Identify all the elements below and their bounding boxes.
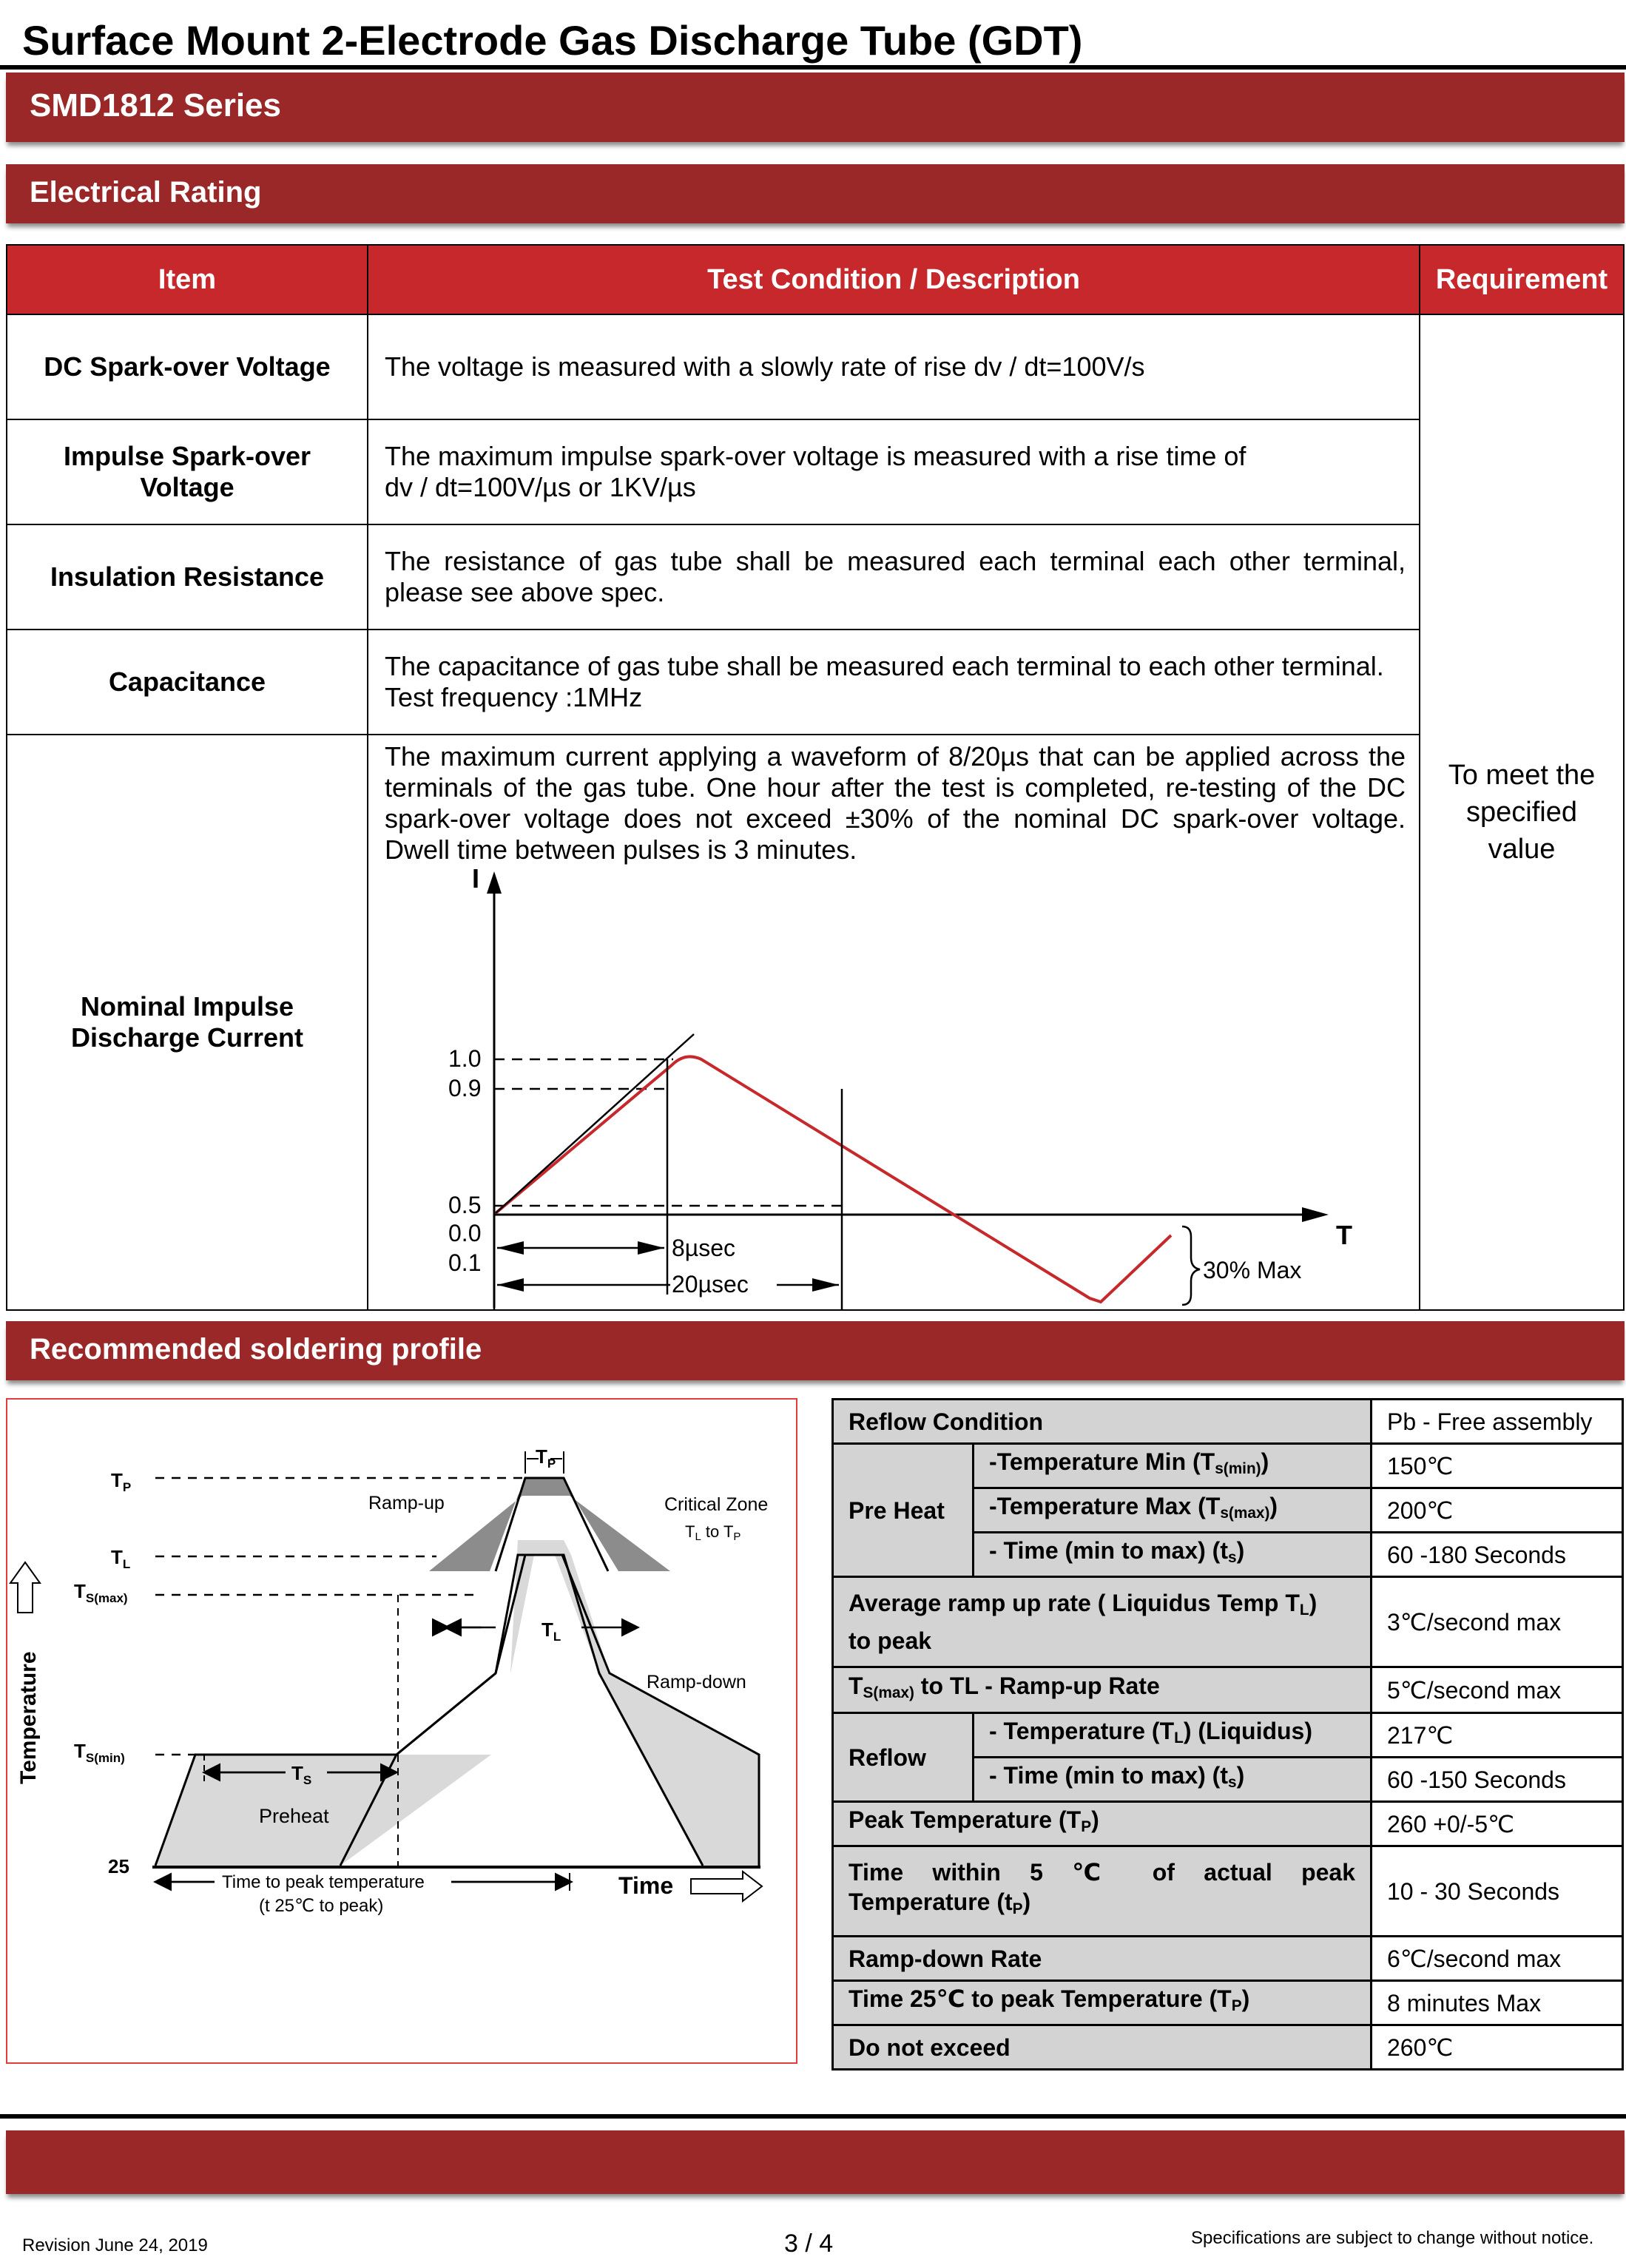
label-20usec: 20µsec bbox=[672, 1271, 749, 1297]
reflow-time-label: - Time (min to max) $(t_s)$ bbox=[974, 1758, 1372, 1802]
label-ramp-up: Ramp-up bbox=[368, 1493, 445, 1513]
pb-free-header: Pb - Free assembly bbox=[1372, 1400, 1623, 1444]
footer-notice: Specifications are subject to change without notice. bbox=[1191, 2228, 1594, 2248]
label-tp-top: $T_P$ bbox=[536, 1445, 556, 1471]
time-within-label: Time within 5 ℃ of actual peak Temperature $(t_P)$ bbox=[833, 1846, 1372, 1937]
ts-to-tl-value: 5℃/second max bbox=[1372, 1667, 1623, 1713]
row-desc-capacitance bbox=[368, 630, 1420, 735]
ts-to-tl-text: to TL - Ramp-up Rate bbox=[920, 1673, 1160, 1700]
row-item-nominal-impulse bbox=[7, 735, 368, 1310]
label-tsmax: $T_{S(max)}$ bbox=[74, 1580, 128, 1605]
label-time-to-peak: Time to peak temperature bbox=[222, 1872, 425, 1892]
avg-ramp-text: Average ramp up rate ( Liquidus Temp T bbox=[849, 1590, 1300, 1617]
column-header-item: Item bbox=[7, 245, 368, 314]
time-25-text: Time 25℃ to peak Temperature (T bbox=[849, 1985, 1232, 2013]
x-axis-label: T bbox=[1336, 1220, 1352, 1250]
time-within-value: 10 - 30 Seconds bbox=[1372, 1846, 1623, 1937]
temp-min-text: -Temperature Min bbox=[989, 1448, 1187, 1476]
profile-envelope bbox=[155, 1540, 759, 1866]
arrowhead bbox=[638, 1241, 664, 1255]
item-text: Nominal Impulse Discharge Current bbox=[70, 991, 304, 1053]
label-tp: $T_P$ bbox=[111, 1469, 132, 1494]
label-25: 25 bbox=[108, 1855, 129, 1877]
avg-ramp-text-2: to peak bbox=[849, 1627, 932, 1654]
soldering-section-title: Recommended soldering profile bbox=[30, 1333, 482, 1366]
time-25-label: Time 25℃ to peak Temperature $(T_P)$ bbox=[833, 1981, 1372, 2025]
label-tl: $T_L$ bbox=[111, 1546, 131, 1571]
label-critical-zone: Critical Zone bbox=[664, 1494, 769, 1515]
preheat-time-text: - Time (min to max) bbox=[989, 1537, 1206, 1565]
label-tl-to-tp: TL to TP bbox=[685, 1522, 741, 1543]
label-ramp-down: Ramp-down bbox=[647, 1672, 746, 1692]
preheat-time-label: - Time (min to max) $(t_s)$ bbox=[974, 1533, 1372, 1577]
label-ts: $T_S$ bbox=[291, 1762, 312, 1787]
x-axis-arrow bbox=[1302, 1207, 1329, 1222]
label-8usec: 8µsec bbox=[672, 1235, 736, 1261]
desc-line: Test frequency :1MHz bbox=[385, 682, 643, 712]
reflow-time-value: 60 -150 Seconds bbox=[1372, 1758, 1623, 1802]
label-time: Time bbox=[618, 1872, 674, 1899]
avg-ramp-value: 3℃/second max bbox=[1372, 1577, 1623, 1667]
reflow-temp-tail: ) (Liquidus) bbox=[1183, 1718, 1312, 1745]
footer-revision: Revision June 24, 2019 bbox=[22, 2235, 208, 2255]
temperature-arrow-icon bbox=[10, 1562, 40, 1613]
soldering-profile-svg bbox=[7, 1400, 796, 2062]
electrical-rating-table bbox=[6, 244, 1625, 1311]
pre-heat-label: Pre Heat bbox=[833, 1444, 974, 1577]
critical-zone-fill bbox=[429, 1478, 670, 1571]
row-item-insulation-resistance: Insulation Resistance bbox=[7, 524, 368, 630]
y-axis-arrow bbox=[487, 871, 502, 894]
time-arrow-icon bbox=[691, 1872, 762, 1901]
column-header-test-condition: Test Condition / Description bbox=[368, 245, 1420, 314]
electrical-section-title: Electrical Rating bbox=[30, 176, 262, 209]
row-desc-insulation-resistance: The resistance of gas tube shall be measured each terminal each other terminal, please see above spec. bbox=[368, 524, 1420, 630]
time-within-line-2: Temperature (t bbox=[849, 1889, 1013, 1916]
tick-label-0-1: 0.1 bbox=[448, 1249, 482, 1276]
overshoot-brace bbox=[1182, 1226, 1200, 1305]
series-title: SMD1812 Series bbox=[30, 87, 281, 124]
footer-band bbox=[6, 2130, 1625, 2194]
desc-text: The capacitance of gas tube shall be measured each terminal to each other terminal. bbox=[385, 651, 1384, 681]
time-within-line-1: Time within 5 ℃ of actual peak bbox=[849, 1859, 1355, 1886]
requirement-text: To meet the specified value bbox=[1448, 760, 1596, 865]
row-item-capacitance: Capacitance bbox=[7, 630, 368, 735]
electrical-section-band bbox=[6, 164, 1625, 223]
requirement-cell bbox=[1420, 314, 1624, 1310]
arrowhead bbox=[497, 1278, 524, 1292]
label-30-max: 30% Max bbox=[1203, 1257, 1302, 1283]
temp-min-value: 150℃ bbox=[1372, 1444, 1623, 1488]
column-header-requirement: Requirement bbox=[1420, 245, 1624, 314]
ramp-down-label: Ramp-down Rate bbox=[833, 1937, 1372, 1981]
avg-ramp-label: Average ramp up rate ( Liquidus Temp $T_L$) to peak bbox=[833, 1577, 1372, 1667]
soldering-section-band bbox=[6, 1321, 1625, 1380]
y-axis-label: I bbox=[472, 865, 480, 894]
tick-label-0-0: 0.0 bbox=[448, 1220, 482, 1246]
desc-text: The maximum current applying a waveform of 8/20µs that can be applied across the terminals of the gas tube. One hour after the test is completed, re-testing of the DC spark-over voltage does not exceed ±30% of the nominal DC spark-over voltage. Dwell time between pulses is 3 minutes. bbox=[385, 741, 1406, 865]
temp-max-value: 200℃ bbox=[1372, 1488, 1623, 1533]
reflow-time-text: - Time (min to max) bbox=[989, 1762, 1206, 1789]
reflow-temp-label: - Temperature $(T_L)$ (Liquidus) bbox=[974, 1713, 1372, 1758]
waveform-curve bbox=[496, 1056, 1171, 1302]
item-text: Impulse Spark-over Voltage bbox=[63, 441, 311, 502]
time-25-value: 8 minutes Max bbox=[1372, 1981, 1623, 2025]
preheat-time-value: 60 -180 Seconds bbox=[1372, 1533, 1623, 1577]
soldering-profile-chart bbox=[6, 1398, 797, 2064]
footer-divider bbox=[0, 2114, 1626, 2119]
peak-temp-text: Peak Temperature (T bbox=[849, 1806, 1082, 1834]
temp-max-text: -Temperature Max bbox=[989, 1493, 1192, 1520]
arrowhead bbox=[497, 1241, 524, 1255]
document-title: Surface Mount 2-Electrode Gas Discharge Tube (GDT) bbox=[22, 17, 1083, 64]
not-exceed-value: 260℃ bbox=[1372, 2025, 1623, 2070]
desc-line: The maximum impulse spark-over voltage is measured with a rise time of bbox=[385, 441, 1247, 471]
row-desc-dc-spark-over bbox=[368, 314, 1420, 419]
footer-page-number: 3 / 4 bbox=[784, 2230, 834, 2258]
tick-label-0-5: 0.5 bbox=[448, 1192, 482, 1218]
ts-to-tl-label: $T_{S(max)}$ to TL - Ramp-up Rate bbox=[833, 1667, 1372, 1713]
row-item-impulse-spark-over bbox=[7, 419, 368, 524]
arrowhead bbox=[812, 1278, 839, 1292]
y-label-temperature: Temperature bbox=[16, 1651, 41, 1784]
label-tsmin: $T_{S(min)}$ bbox=[74, 1740, 125, 1765]
label-tl-mid: $T_L$ bbox=[542, 1619, 561, 1644]
row-desc-nominal-impulse bbox=[368, 735, 1420, 1310]
label-t25-to-peak: (t 25℃ to peak) bbox=[259, 1896, 384, 1916]
reflow-label: Reflow bbox=[833, 1713, 974, 1802]
reflow-temp-value: 217℃ bbox=[1372, 1713, 1623, 1758]
peak-temp-label: Peak Temperature $(T_P)$ bbox=[833, 1802, 1372, 1846]
tick-label-1-0: 1.0 bbox=[448, 1045, 482, 1072]
impulse-waveform-diagram bbox=[368, 865, 1389, 1309]
peak-temp-value: 260 +0/-5℃ bbox=[1372, 1802, 1623, 1846]
row-desc-impulse-spark-over bbox=[368, 419, 1420, 524]
ramp-down-value: 6℃/second max bbox=[1372, 1937, 1623, 1981]
reflow-condition-table bbox=[831, 1398, 1624, 2070]
desc-line: dv / dt=100V/µs or 1KV/µs bbox=[385, 472, 696, 502]
front-tangent-line bbox=[496, 1034, 694, 1213]
temp-min-label: -Temperature Min $(T_{s(min)})$ bbox=[974, 1444, 1372, 1488]
series-band bbox=[6, 72, 1625, 142]
row-item-dc-spark-over: DC Spark-over Voltage bbox=[7, 314, 368, 419]
temp-max-label: -Temperature Max $(T_{s(max)})$ bbox=[974, 1488, 1372, 1533]
title-divider bbox=[0, 65, 1626, 70]
not-exceed-label: Do not exceed bbox=[833, 2025, 1372, 2070]
reflow-temp-text: - Temperature (T bbox=[989, 1718, 1175, 1745]
label-preheat: Preheat bbox=[259, 1805, 329, 1827]
desc-text: The voltage is measured with a slowly rate of rise dv / dt=100V/s bbox=[385, 351, 1145, 382]
reflow-condition-header: Reflow Condition bbox=[833, 1400, 1372, 1444]
tick-label-0-9: 0.9 bbox=[448, 1075, 482, 1101]
